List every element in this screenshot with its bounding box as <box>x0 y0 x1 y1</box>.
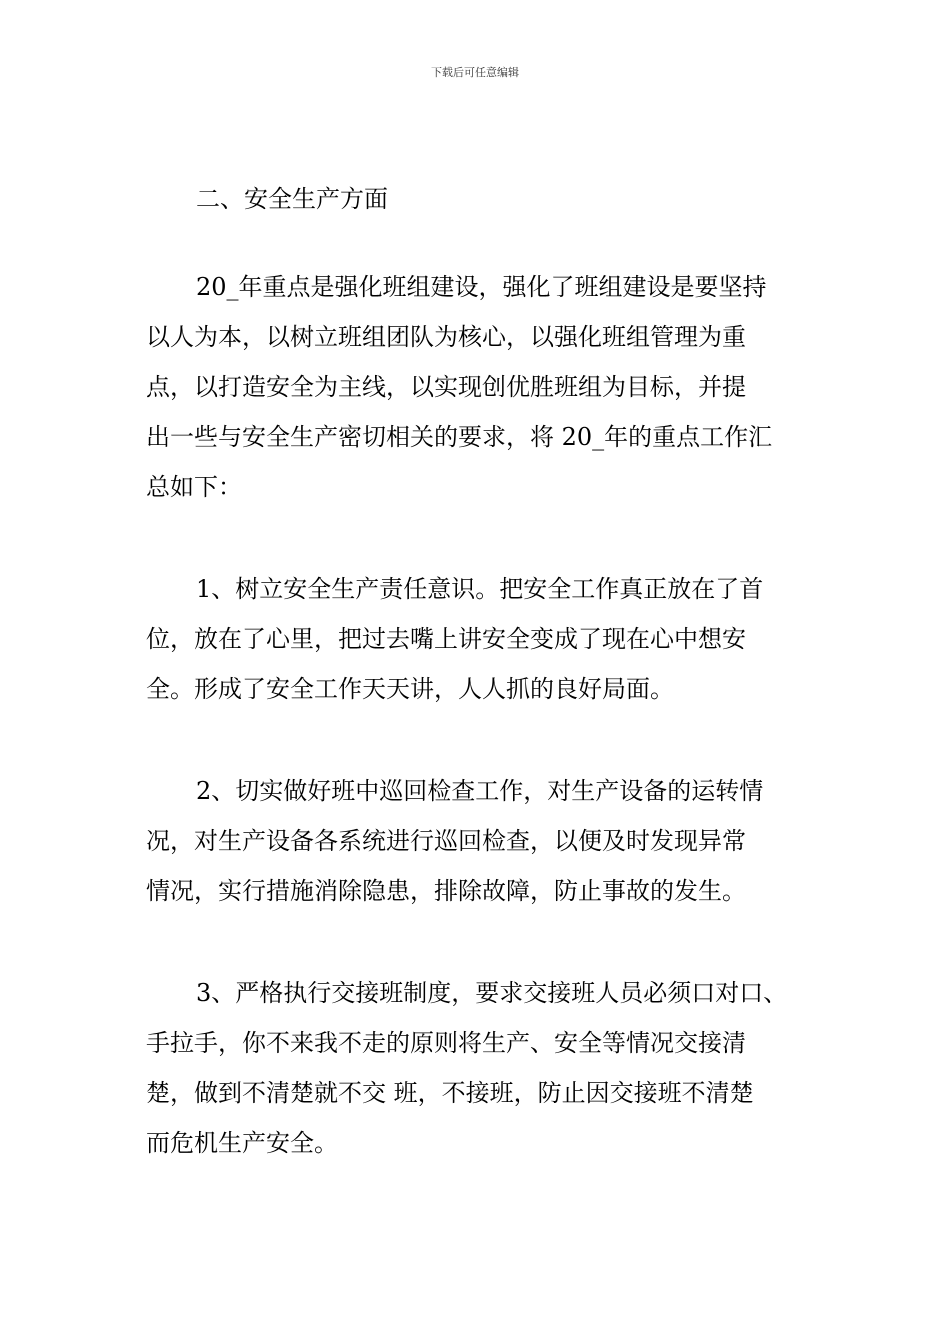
spacer <box>146 218 816 262</box>
spacer <box>146 916 816 968</box>
paragraph-line: 全。形成了安全工作天天讲，人人抓的良好局面。 <box>146 675 674 703</box>
paragraph-line: 点，以打造安全为主线，以实现创优胜班组为目标，并提 <box>146 373 746 401</box>
paragraph-intro <box>146 262 816 512</box>
paragraph-item-1 <box>146 564 816 714</box>
spacer <box>146 512 816 564</box>
paragraph-line: 位，放在了心里，把过去嘴上讲安全变成了现在心中想安 <box>146 625 746 653</box>
paragraph-item-2 <box>146 766 816 916</box>
paragraph-line: 以人为本，以树立班组团队为核心，以强化班组管理为重 <box>146 323 746 351</box>
spacer <box>146 714 816 766</box>
paragraph-line: 20_年重点是强化班组建设，强化了班组建设是要坚持 <box>196 273 767 301</box>
document-body <box>146 180 816 1168</box>
paragraph-line: 出一些与安全生产密切相关的要求，将 20_年的重点工作汇 <box>146 423 773 451</box>
paragraph-line: 而危机生产安全。 <box>146 1129 338 1157</box>
paragraph-line: 情况，实行措施消除隐患，排除故障，防止事故的发生。 <box>146 877 746 905</box>
paragraph-line: 3、严格执行交接班制度，要求交接班人员必须口对口、 <box>196 979 788 1007</box>
paragraph-line: 楚，做到不清楚就不交 班，不接班，防止因交接班不清楚 <box>146 1079 754 1107</box>
section-heading: 二、安全生产方面 <box>196 185 388 213</box>
paragraph-line: 况，对生产设备各系统进行巡回检查，以便及时发现异常 <box>146 827 746 855</box>
paragraph-item-3 <box>146 968 816 1168</box>
paragraph-line: 总如下： <box>146 473 242 501</box>
paragraph-line: 2、切实做好班中巡回检查工作，对生产设备的运转情 <box>196 777 764 805</box>
page-header: 下载后可任意编辑 <box>431 66 519 79</box>
paragraph-line: 1、树立安全生产责任意识。把安全工作真正放在了首 <box>196 575 764 603</box>
paragraph-line: 手拉手，你不来我不走的原则将生产、安全等情况交接清 <box>146 1029 746 1057</box>
